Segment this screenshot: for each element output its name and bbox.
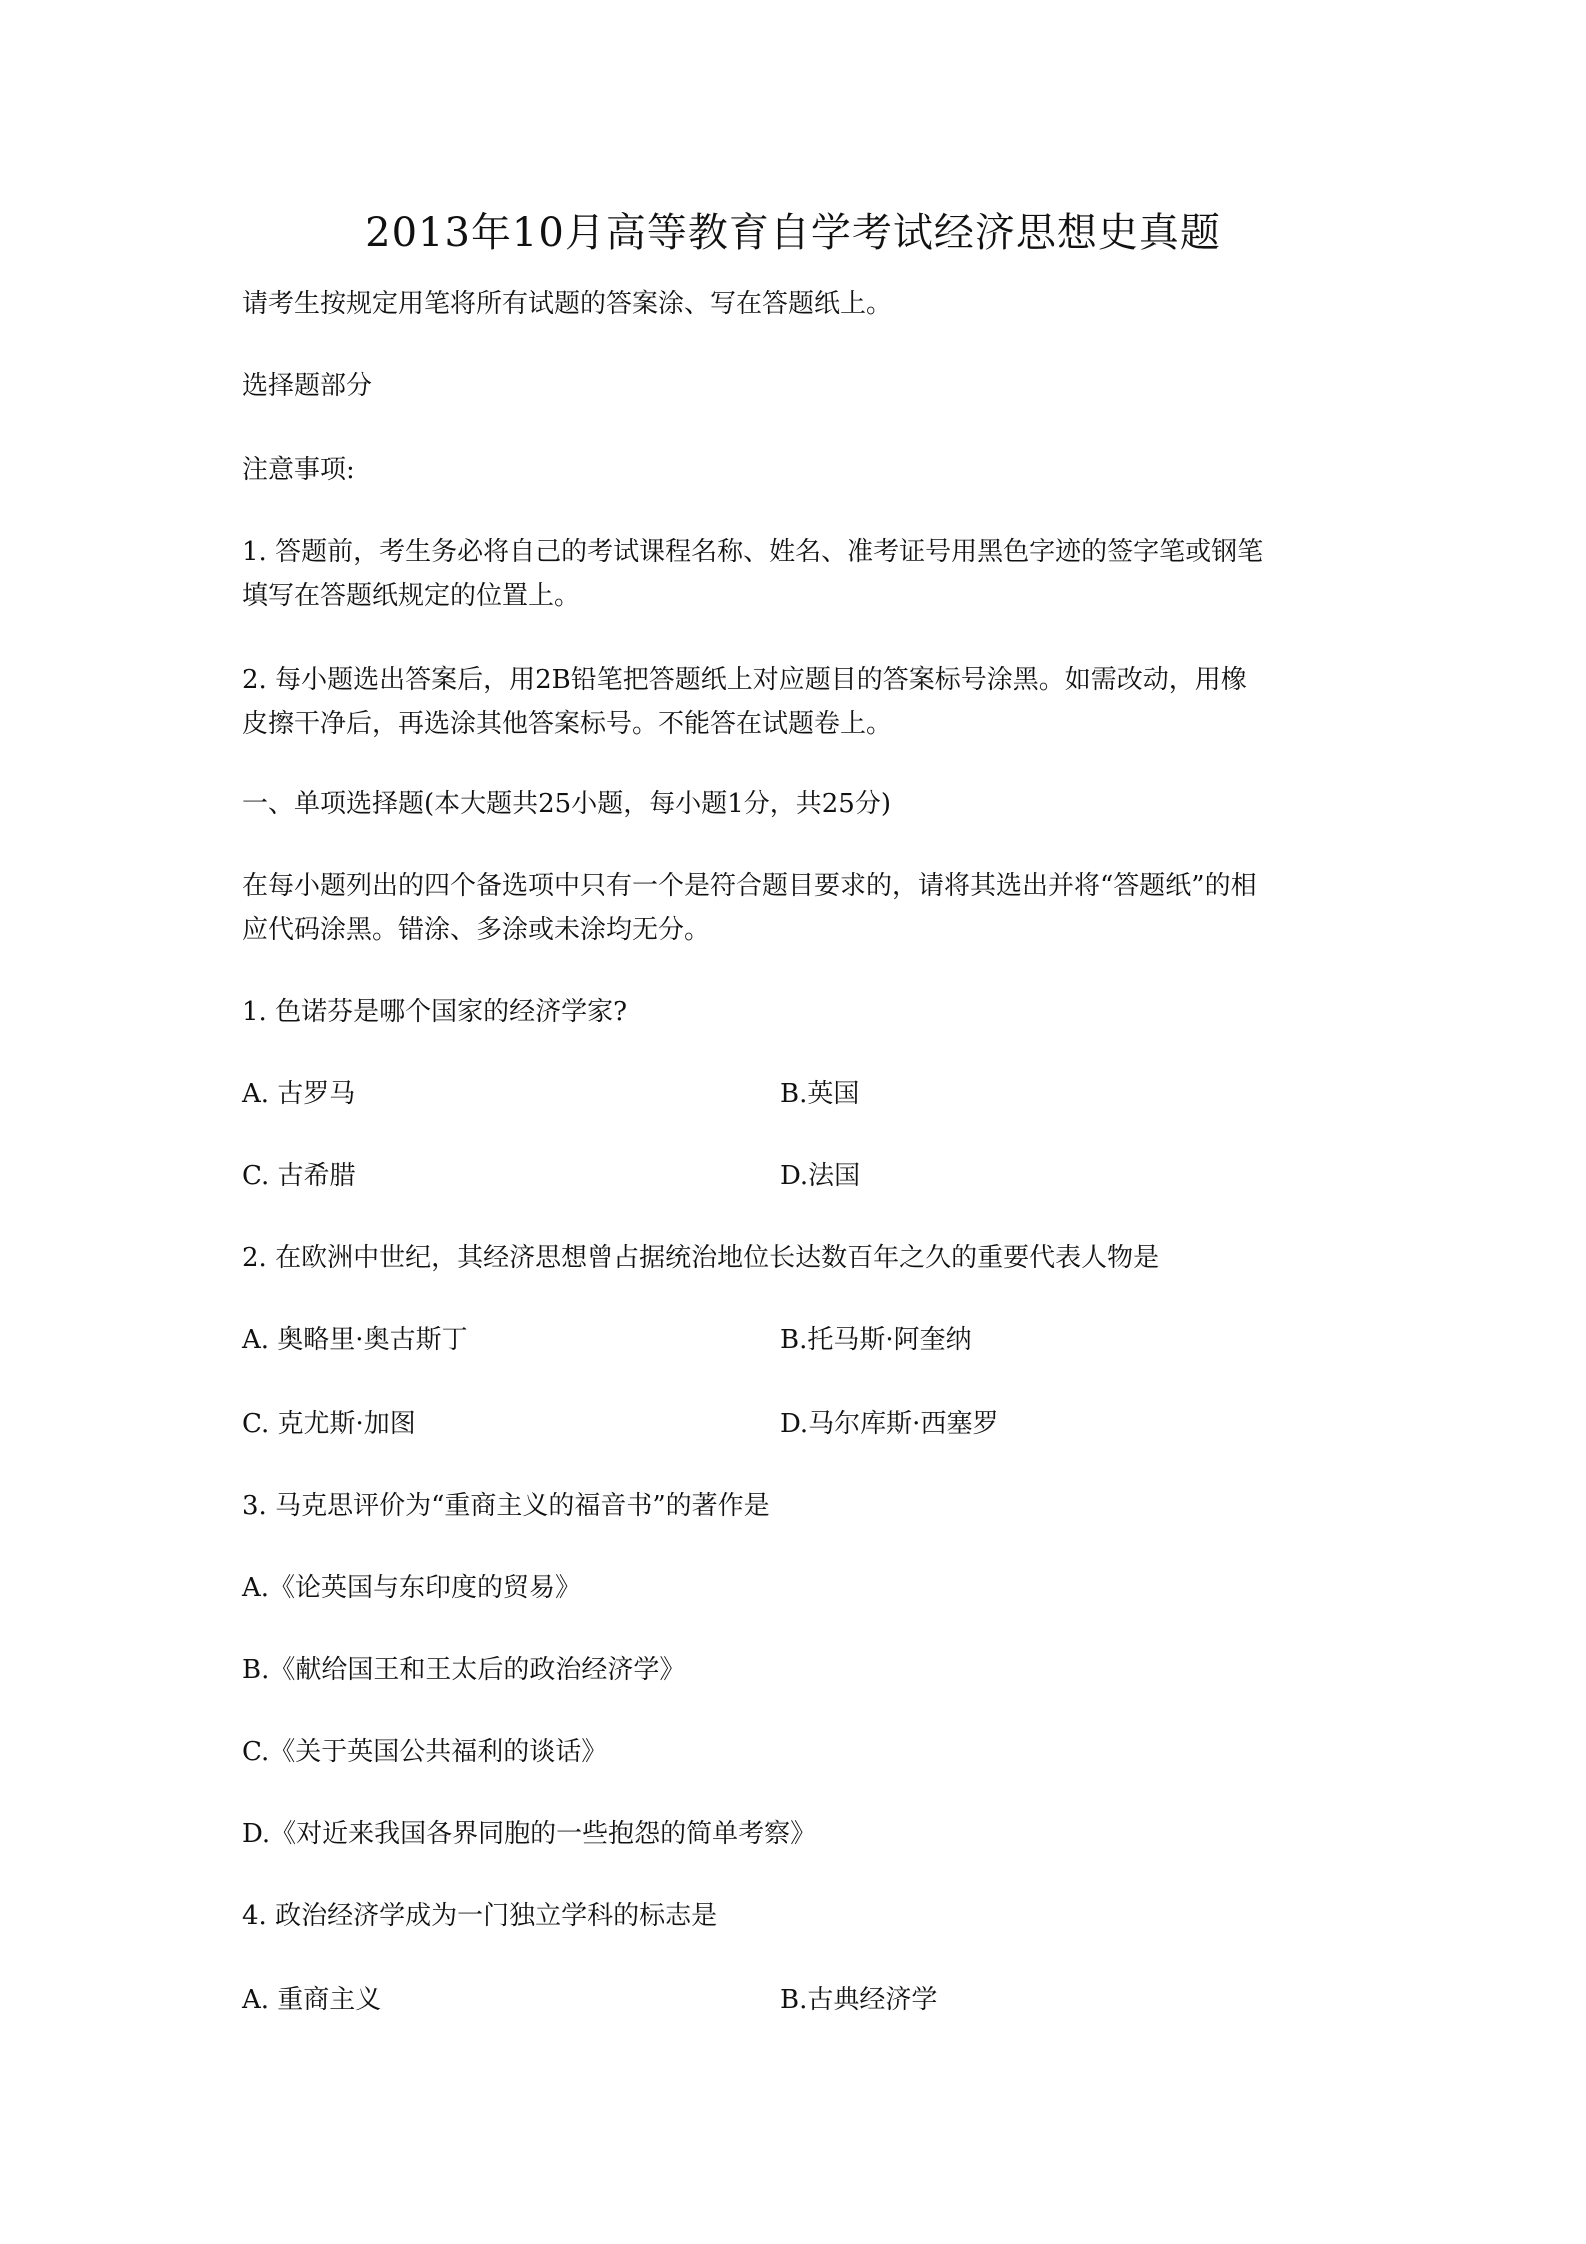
question-1-option-b: B.英国 <box>780 1079 860 1109</box>
question-2-option-d: D.马尔库斯·西塞罗 <box>780 1409 999 1439</box>
question-2-option-a: A. 奥略里·奥古斯丁 <box>242 1325 468 1355</box>
question-4-stem: 4. 政治经济学成为一门独立学科的标志是 <box>242 1901 718 1931</box>
question-2-stem: 2. 在欧洲中世纪，其经济思想曾占据统治地位长达数百年之久的重要代表人物是 <box>242 1243 1160 1273</box>
question-3-stem: 3. 马克思评价为“重商主义的福音书”的著作是 <box>242 1491 770 1521</box>
question-2-option-c: C. 克尤斯·加图 <box>242 1409 416 1439</box>
part-1-desc-line-1: 在每小题列出的四个备选项中只有一个是符合题目要求的，请将其选出并将“答题纸”的相 <box>242 871 1257 901</box>
note-2-line-1: 2. 每小题选出答案后，用2B铅笔把答题纸上对应题目的答案标号涂黑。如需改动，用橡 <box>242 665 1247 695</box>
note-2-line-2: 皮擦干净后，再选涂其他答案标号。不能答在试题卷上。 <box>242 709 893 739</box>
question-1-option-c: C. 古希腊 <box>242 1161 356 1191</box>
question-1-stem: 1. 色诺芬是哪个国家的经济学家? <box>242 997 628 1027</box>
question-1-option-a: A. 古罗马 <box>242 1079 356 1109</box>
question-2-option-b: B.托马斯·阿奎纳 <box>780 1325 972 1355</box>
page-title: 2013年10月高等教育自学考试经济思想史真题 <box>365 210 1221 256</box>
instruction-text: 请考生按规定用笔将所有试题的答案涂、写在答题纸上。 <box>242 289 893 319</box>
question-1-option-d: D.法国 <box>780 1161 861 1191</box>
question-4-option-b: B.古典经济学 <box>780 1985 938 2015</box>
question-3-option-a: A.《论英国与东印度的贸易》 <box>242 1573 582 1603</box>
question-3-option-d: D.《对近来我国各界同胞的一些抱怨的简单考察》 <box>242 1819 817 1849</box>
notes-heading: 注意事项: <box>242 455 355 485</box>
question-3-option-b: B.《献给国王和王太后的政治经济学》 <box>242 1655 686 1685</box>
part-1-heading: 一、单项选择题(本大题共25小题，每小题1分，共25分) <box>242 789 891 819</box>
note-1-line-1: 1. 答题前，考生务必将自己的考试课程名称、姓名、准考证号用黑色字迹的签字笔或钢笔 <box>242 537 1264 567</box>
note-1-line-2: 填写在答题纸规定的位置上。 <box>242 581 581 611</box>
part-1-desc-line-2: 应代码涂黑。错涂、多涂或未涂均无分。 <box>242 915 711 945</box>
section-heading-choice: 选择题部分 <box>242 371 373 401</box>
question-4-option-a: A. 重商主义 <box>242 1985 382 2015</box>
question-3-option-c: C.《关于英国公共福利的谈话》 <box>242 1737 608 1767</box>
